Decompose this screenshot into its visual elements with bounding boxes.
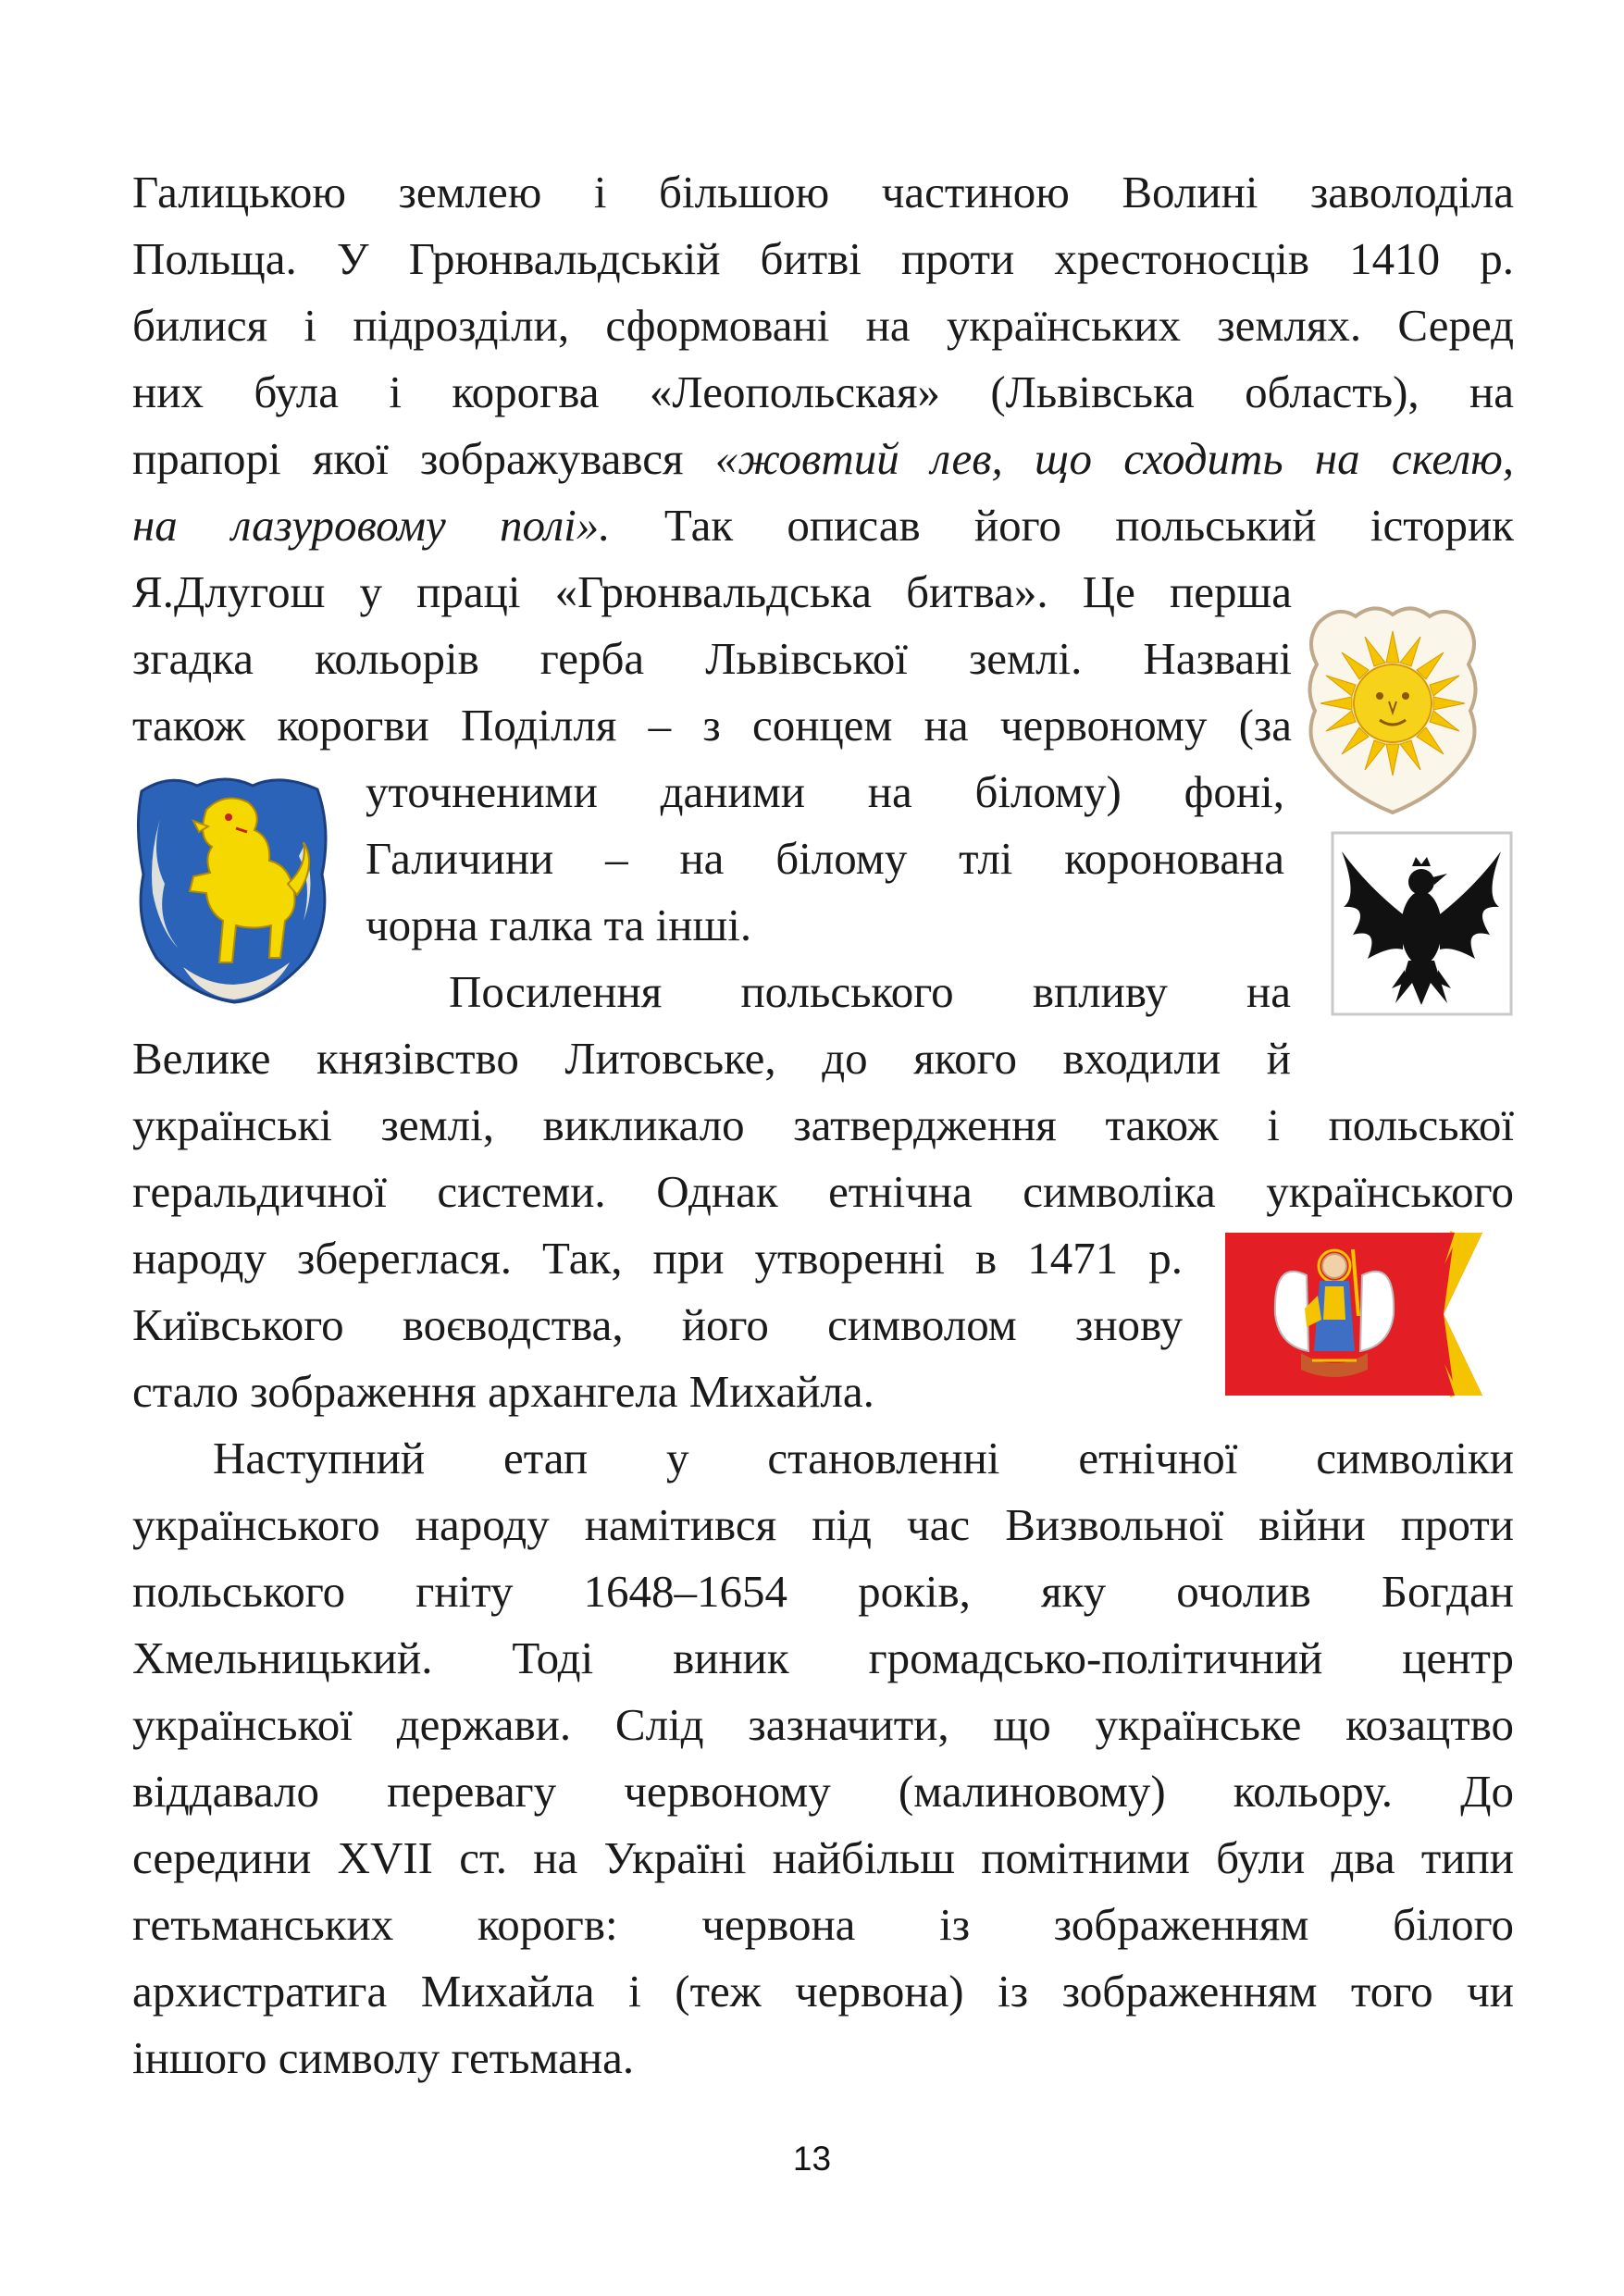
text-line: іншого символу гетьмана. xyxy=(132,2032,635,2083)
archangel-michael-banner-icon xyxy=(1223,1231,1484,1397)
text-line: них була і корогва «Леопольская» (Львівська область), на xyxy=(132,366,1514,417)
text-line: української держави. Слід зазначити, що українське козацтво xyxy=(132,1699,1514,1750)
text-line: також корогви Поділля – з сонцем на червоному (за xyxy=(132,700,1292,751)
text-line: уточненими даними на білому) фоні, xyxy=(366,766,1284,817)
text-span: Так описав його польський історик xyxy=(663,500,1514,551)
text-line xyxy=(132,426,1514,492)
text-line: українські землі, викликало затвердження також і польської xyxy=(132,1099,1514,1150)
lion-coat-of-arms-icon xyxy=(132,773,338,1004)
quote-span: «жовтий лев, що сходить на скелю, xyxy=(714,433,1515,484)
text-line: згадка кольорів герба Львівської землі. Названі xyxy=(132,633,1292,684)
text-line: Хмельницький. Тоді виник громадсько-політичний центр xyxy=(132,1632,1514,1683)
sun-coat-of-arms-icon xyxy=(1300,600,1485,817)
text-line: билися і підрозділи, сформовані на українських землях. Серед xyxy=(132,300,1514,351)
text-line: гетьманських корогв: червона із зображенням білого xyxy=(132,1899,1514,1950)
text-line: віддавало перевагу червоному (малиновому) кольору. До xyxy=(132,1766,1514,1817)
text-line: чорна галка та інші. xyxy=(366,900,752,950)
black-jackdaw-coat-of-arms-icon xyxy=(1331,831,1513,1016)
text-line: Польща. У Грюнвальдській битві проти хрестоносців 1410 р. xyxy=(132,233,1514,284)
text-line: Я.Длугош у праці «Грюнвальдська битва». Це перша xyxy=(132,566,1292,617)
text-line: стало зображення архангела Михайла. xyxy=(132,1366,874,1417)
text-line: архистратига Михайла і (теж червона) із зображенням того чи xyxy=(132,1966,1514,2017)
text-span: прапорі якої зображувався xyxy=(132,433,684,484)
text-line xyxy=(132,492,1514,559)
text-line: польського гніту 1648–1654 років, яку очолив Богдан xyxy=(132,1566,1514,1617)
text-line: Наступний етап у становленні етнічної символіки xyxy=(213,1433,1514,1483)
text-line: середини XVII ст. на Україні найбільш помітними були два типи xyxy=(132,1832,1514,1883)
text-line: Галичини – на білому тлі коронована xyxy=(366,833,1284,884)
text-line: Київського воєводства, його символом знову xyxy=(132,1299,1183,1350)
text-line: українського народу намітився під час Визвольної війни проти xyxy=(132,1499,1514,1550)
text-line: Посилення польського впливу на xyxy=(449,966,1291,1017)
text-line: геральдичної системи. Однак етнічна символіка українського xyxy=(132,1166,1514,1217)
text-line: Велике князівство Литовське, до якого входили й xyxy=(132,1033,1291,1084)
text-line: Галицькою землею і більшою частиною Волині заволоділа xyxy=(132,167,1514,217)
page-number: 13 xyxy=(792,2140,832,2178)
quote-span: на лазуровому полі». xyxy=(132,500,611,551)
text-line: народу збереглася. Так, при утворенні в 1471 р. xyxy=(132,1233,1183,1284)
